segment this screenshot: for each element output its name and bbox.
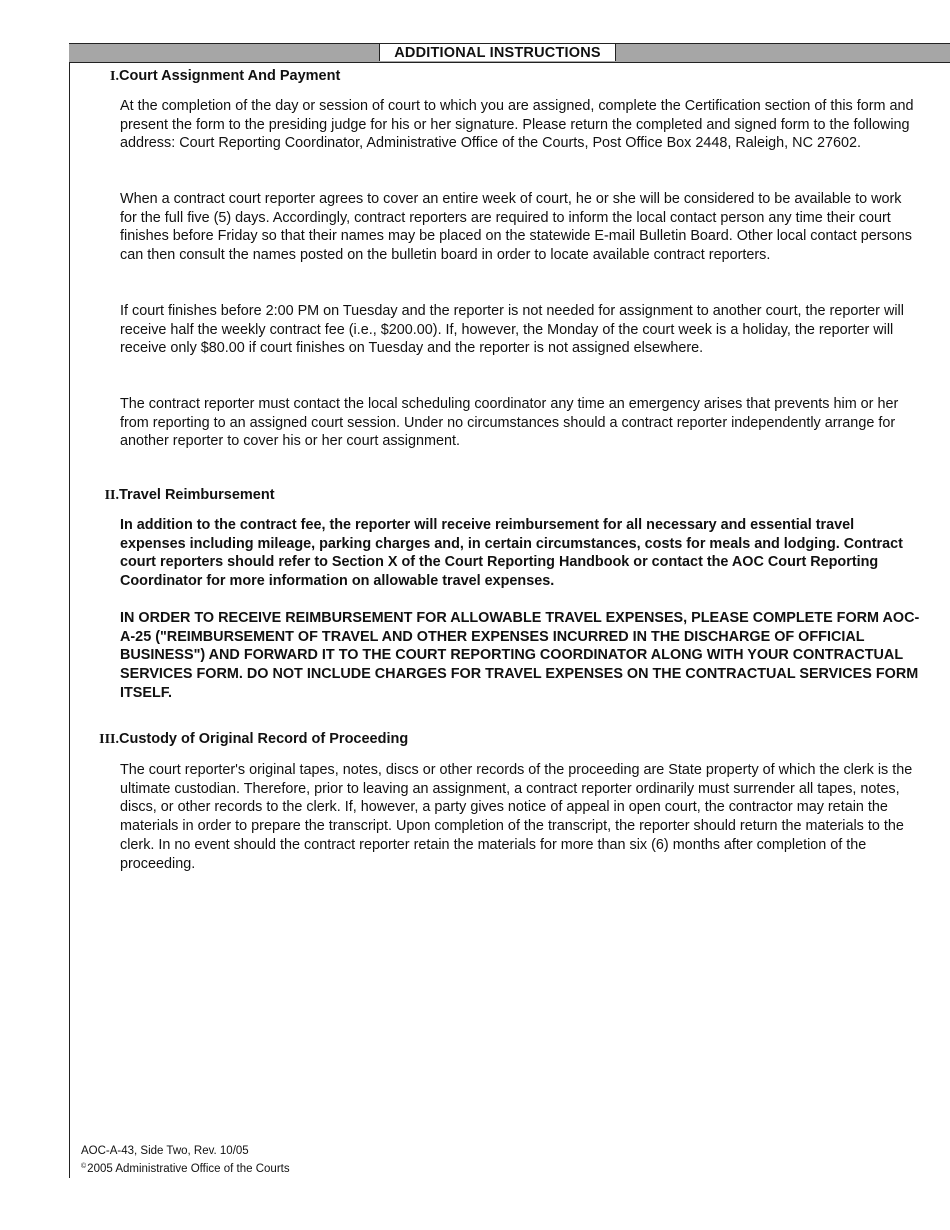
paragraph-full-week: When a contract court reporter agrees to cover an entire week of court, he or she will be considered to be available to work for the full five (5) days. Accordingly, contract reporters are required to inform the local contact person any time their court finishes before Friday so that their names may be placed on the statewide E-mail Bulletin Board. Other local contact persons can then consult the names posted on the bulletin board in order to locate available contract reporters. bbox=[120, 191, 912, 264]
paragraph-emergency: The contract reporter must contact the local scheduling coordinator any time an emergency arises that prevents him or her from reporting to an assigned court session. Under no circumstances should a contract reporter independently arrange for another reporter to cover his or her court assignment. bbox=[120, 396, 899, 450]
paragraph-tuesday-fee: If court finishes before 2:00 PM on Tuesday and the reporter is not needed for assignment to another court, the reporter will receive half the weekly contract fee (i.e., $200.00). If, however, the Monday of the court week is a holiday, the reporter will receive only $80.00 if court finishes on Tuesday and the reporter is not assigned elsewhere. bbox=[120, 303, 904, 357]
section-heading-custody bbox=[76, 729, 676, 749]
copyright-symbol: © bbox=[81, 1163, 87, 1170]
section-heading-travel bbox=[76, 485, 676, 505]
copyright-line bbox=[81, 1159, 481, 1177]
section-numeral: II. bbox=[104, 488, 119, 503]
form-id: AOC-A-43, Side Two, Rev. 10/05 bbox=[81, 1145, 249, 1157]
paragraph-travel-expenses: In addition to the contract fee, the reporter will receive reimbursement for all necessary and essential travel expenses including mileage, parking charges and, in certain circumstances, costs for meals and lodging. Contract court reporters should refer to Section X of the Court Reporting Handbook or contact the AOC Court Reporting Coordinator for more information on allowable travel expenses. bbox=[120, 517, 903, 590]
section-title: Travel Reimbursement bbox=[119, 487, 275, 503]
section-numeral: III. bbox=[99, 732, 119, 747]
section-heading-court-assignment bbox=[76, 66, 676, 86]
section-title: Court Assignment And Payment bbox=[119, 68, 341, 84]
paragraph-custody: The court reporter's original tapes, notes, discs or other records of the proceeding are State property of which the clerk is the ultimate custodian. Therefore, prior to leaving an assignment, a contract reporter ordinarily must surrender all tapes, notes, discs, or other records to the clerk. If, however, a party gives notice of appeal in open court, the contractor may retain the materials in order to prepare the transcript. Upon completion of the transcript, the reporter should return the materials to the clerk. In no event should the contract reporter retain the materials for more than six (6) months after completion of the proceeding. bbox=[120, 762, 913, 872]
paragraph-certification: At the completion of the day or session of court to which you are assigned, complete the Certification section of this form and present the form to the presiding judge for his or her signature. Please return the completed and signed form to the following address: Court Reporting Coordinator, Administrative Office of the Courts, Post Office Box 2448, Raleigh, NC 27602. bbox=[120, 98, 914, 152]
paragraph-reimbursement-notice: IN ORDER TO RECEIVE REIMBURSEMENT FOR ALLOWABLE TRAVEL EXPENSES, PLEASE COMPLETE FORM AOC-A-25 ("REIMBURSEMENT OF TRAVEL AND OTHER EXPENSES INCURRED IN THE DISCHARGE OF OFFICIAL BUSINESS") AND FORWARD IT TO THE COURT REPORTING COORDINATOR ALONG WITH YOUR CONTRACTUAL SERVICES FORM. DO NOT INCLUDE CHARGES FOR TRAVEL EXPENSES ON THE CONTRACTUAL SERVICES FORM ITSELF. bbox=[120, 610, 920, 701]
copyright-text: 2005 Administrative Office of the Courts bbox=[87, 1163, 290, 1175]
section-numeral: I. bbox=[110, 69, 119, 84]
page-title: ADDITIONAL INSTRUCTIONS bbox=[379, 44, 616, 61]
left-margin-rule bbox=[69, 43, 70, 1178]
header-bar bbox=[69, 43, 950, 63]
section-title: Custody of Original Record of Proceeding bbox=[119, 731, 409, 747]
